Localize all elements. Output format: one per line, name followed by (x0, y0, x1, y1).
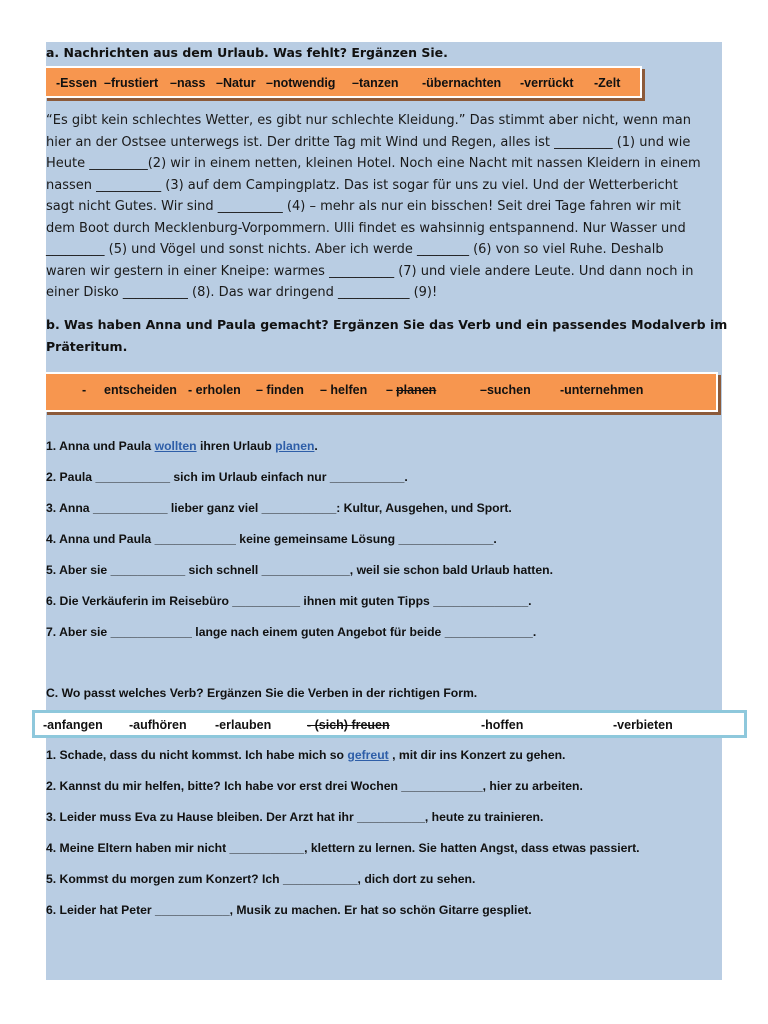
section-c-word-bank (32, 710, 747, 738)
section-b-example (46, 439, 318, 453)
exercise-item: 6. Leider hat Peter ___________, Musik zu machen. Er hat so schön Gitarre gespliet. (46, 903, 532, 917)
text-line: _________ (5) und Vögel und sonst nichts. Aber ich werde ________ (6) von so viel Ruhe. Deshalb (46, 242, 664, 257)
word-bank-item: - erholen (188, 383, 241, 397)
example-text: , mit dir ins Konzert zu gehen. (392, 748, 566, 762)
word-bank-item: –Natur (216, 76, 256, 90)
word-bank-item: -verbieten (613, 718, 673, 732)
example-text: . (314, 439, 318, 453)
exercise-item: 4. Meine Eltern haben mir nicht ___________, klettern zu lernen. Sie hatten Angst, dass etwas passiert. (46, 841, 640, 855)
word-bank-item: -erlauben (215, 718, 272, 732)
word-bank-item: –frustiert (104, 76, 159, 90)
word-bank-item: -übernachten (422, 76, 502, 90)
example-answer[interactable]: planen (275, 439, 315, 453)
example-answer[interactable]: gefreut (347, 748, 389, 762)
section-a-title: a. Nachrichten aus dem Urlaub. Was fehlt? Ergänzen Sie. (46, 45, 448, 60)
word-bank-item: –suchen (480, 383, 531, 397)
text-line: nassen __________ (3) auf dem Campingplatz. Das ist sogar für uns zu viel. Und der Wetterbericht (46, 177, 678, 193)
exercise-item: 2. Kannst du mir helfen, bitte? Ich habe vor erst drei Wochen ____________, hier zu arbeiten. (46, 779, 583, 793)
word-bank-item: -verrückt (520, 76, 574, 90)
example-answer[interactable]: wollten (154, 439, 197, 453)
exercise-item: 5. Kommst du morgen zum Konzert? Ich ___________, dich dort zu sehen. (46, 872, 476, 886)
exercise-item: 4. Anna und Paula ____________ keine gemeinsame Lösung ______________. (46, 532, 497, 546)
text-line: einer Disko __________ (8). Das war dringend ___________ (9)! (46, 285, 438, 300)
exercise-item: 6. Die Verkäuferin im Reisebüro __________ ihnen mit guten Tipps ______________. (46, 594, 532, 608)
word-bank-item: –notwendig (266, 76, 336, 90)
word-bank-item: -anfangen (43, 718, 103, 732)
text-line: Heute _________(2) wir in einem netten, kleinen Hotel. Noch eine Nacht mit nassen Kleidern in einem (46, 156, 701, 171)
word-bank-item-used: planen (396, 383, 437, 397)
word-bank-item: -hoffen (481, 718, 524, 732)
text-line: “Es gibt kein schlechtes Wetter, es gibt nur schlechte Kleidung.” Das stimmt aber nicht, wenn man (46, 113, 691, 128)
word-bank-item: -Zelt (594, 76, 621, 90)
example-text: ihren Urlaub (199, 439, 272, 453)
word-bank-item: –nass (170, 76, 206, 90)
word-bank-item: – finden (256, 383, 304, 397)
exercise-item: 3. Anna ___________ lieber ganz viel ___________: Kultur, Ausgehen, und Sport. (46, 501, 512, 515)
section-a-word-bank (44, 66, 642, 98)
section-b-word-bank (44, 372, 718, 412)
text-line: waren wir gestern in einer Kneipe: warmes __________ (7) und viele andere Leute. Und dann noch in (46, 263, 694, 279)
text-line: hier an der Ostsee unterwegs ist. Der dritte Tag mit Wind und Regen, alles ist _________ (1) und wie (46, 134, 691, 150)
exercise-item: 5. Aber sie ___________ sich schnell _____________, weil sie schon bald Urlaub hatten. (46, 563, 553, 577)
exercise-item: 3. Leider muss Eva zu Hause bleiben. Der Arzt hat ihr __________, heute zu trainieren. (46, 810, 544, 824)
word-bank-item: entscheiden (104, 383, 177, 397)
word-bank-item-used: - (sich) freuen (307, 718, 390, 732)
word-bank-item: -aufhören (129, 718, 187, 732)
word-bank-item: – helfen (320, 383, 368, 397)
word-bank-item: – (386, 383, 393, 397)
section-b-title-continued: Präteritum. (46, 339, 128, 354)
section-b-title: b. Was haben Anna und Paula gemacht? Ergänzen Sie das Verb und ein passendes Modalverb im (46, 317, 728, 332)
exercise-item: 7. Aber sie ____________ lange nach einem guten Angebot für beide _____________. (46, 625, 537, 639)
section-a-text (46, 110, 722, 304)
text-line: dem Boot durch Mecklenburg-Vorpommern. Ulli findet es wahsinnig entspannend. Nur Wasser und (46, 220, 686, 236)
text-line: sagt nicht Gutes. Wir sind __________ (4) – mehr als nur ein bisschen! Seit drei Tage fahren wir mit (46, 199, 681, 214)
word-bank-item: - (82, 383, 87, 397)
word-bank-item: -Essen (56, 76, 97, 90)
exercise-item: 2. Paula ___________ sich im Urlaub einfach nur ___________. (46, 470, 408, 484)
section-c-title: C. Wo passt welches Verb? Ergänzen Sie die Verben in der richtigen Form. (46, 686, 478, 700)
word-bank-item: –tanzen (352, 76, 399, 90)
example-text: 1. Anna und Paula (46, 439, 152, 453)
section-c-example (46, 748, 565, 762)
example-text: 1. Schade, dass du nicht kommst. Ich habe mich so (46, 748, 344, 762)
word-bank-item: -unternehmen (560, 383, 644, 397)
